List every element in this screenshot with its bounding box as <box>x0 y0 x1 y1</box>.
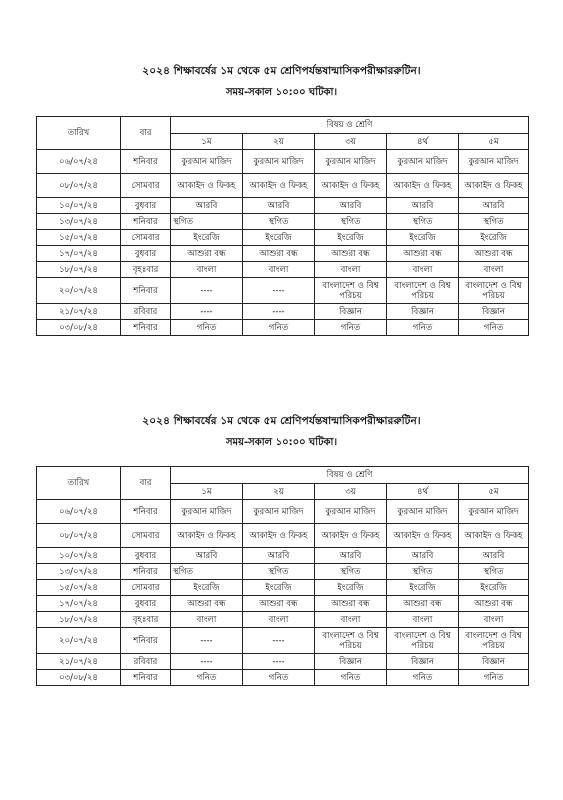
subject-cell: আশুরা বন্ধ <box>171 246 243 262</box>
row-date: ১৫/০৭/২৪ <box>37 230 121 246</box>
row-day: রবিবার <box>121 304 171 320</box>
subject-cell: স্থগিত <box>243 214 315 230</box>
row-date: ০৩/০৮/২৪ <box>37 670 121 686</box>
subject-cell: ইংরেজি <box>459 580 529 596</box>
subject-cell: কুরআন মাজিদ <box>171 500 243 524</box>
table-row <box>37 150 529 174</box>
subject-cell: বাংলা <box>243 262 315 278</box>
subject-cell: স্থগিত <box>315 214 387 230</box>
subject-cell: আরবি <box>387 548 459 564</box>
table-row <box>37 278 529 304</box>
subject-cell: আশুরা বন্ধ <box>315 596 387 612</box>
row-date: ২০/০৭/২৪ <box>37 278 121 304</box>
header-day: বার <box>121 467 171 500</box>
subject-cell: বাংলা <box>171 262 243 278</box>
row-day: বুধবার <box>121 198 171 214</box>
subject-cell: আরবি <box>315 198 387 214</box>
subject-cell: আরবি <box>243 198 315 214</box>
subject-cell: গনিত <box>387 670 459 686</box>
subject-cell: বাংলাদেশ ও বিশ্ব পরিচয় <box>315 278 387 304</box>
row-day: বুধবার <box>121 246 171 262</box>
routine-table-1 <box>36 116 529 336</box>
row-date: ১৭/০৭/২৪ <box>37 596 121 612</box>
subject-cell: আকাইদ ও ফিকহ <box>171 524 243 548</box>
subject-cell: বিজ্ঞান <box>459 654 529 670</box>
routine-title: ২০২৪ শিক্ষাবর্ষের ১ম থেকে ৫ম শ্রেণিপর্যন্তষান্মাসিকপরীক্ষাররুটিন। <box>142 65 421 77</box>
subject-cell: ---- <box>171 654 243 670</box>
subject-cell: স্থগিত <box>171 564 243 580</box>
header-class-5: ৫ম <box>459 484 529 500</box>
row-day: শনিবার <box>121 278 171 304</box>
table-row <box>37 262 529 278</box>
subject-cell: বাংলাদেশ ও বিশ্ব পরিচয় <box>387 628 459 654</box>
subject-cell: বিজ্ঞান <box>387 654 459 670</box>
subject-cell: বাংলা <box>459 612 529 628</box>
subject-cell: কুরআন মাজিদ <box>459 500 529 524</box>
routine-section-1 <box>0 64 563 102</box>
row-day: শনিবার <box>121 500 171 524</box>
subject-cell: আশুরা বন্ধ <box>171 596 243 612</box>
subject-cell: স্থগিত <box>387 564 459 580</box>
row-day: শনিবার <box>121 564 171 580</box>
row-day: শনিবার <box>121 670 171 686</box>
subject-cell: কুরআন মাজিদ <box>387 500 459 524</box>
subject-cell: কুরআন মাজিদ <box>243 500 315 524</box>
subject-cell: ইংরেজি <box>243 230 315 246</box>
subject-cell: গনিত <box>387 320 459 336</box>
row-date: ১৩/০৭/২৪ <box>37 214 121 230</box>
subject-cell: গনিত <box>459 670 529 686</box>
subject-cell: বাংলা <box>459 262 529 278</box>
subject-cell: ইংরেজি <box>387 580 459 596</box>
row-day: বুধবার <box>121 596 171 612</box>
subject-cell: ইংরেজি <box>171 580 243 596</box>
subject-cell: গনিত <box>243 320 315 336</box>
subject-cell: বাংলাদেশ ও বিশ্ব পরিচয় <box>387 278 459 304</box>
subject-cell: আশুরা বন্ধ <box>387 596 459 612</box>
subject-cell: গনিত <box>315 320 387 336</box>
table-row <box>37 564 529 580</box>
subject-cell: ইংরেজি <box>243 580 315 596</box>
table-row <box>37 500 529 524</box>
row-date: ০৮/০৭/২৪ <box>37 174 121 198</box>
subject-cell: আরবি <box>171 198 243 214</box>
subject-cell: বাংলা <box>315 262 387 278</box>
subject-cell: স্থগিত <box>171 214 243 230</box>
subject-cell: আশুরা বন্ধ <box>243 596 315 612</box>
row-date: ১৮/০৭/২৪ <box>37 612 121 628</box>
row-day: বৃহঃবার <box>121 262 171 278</box>
subject-cell: কুরআন মাজিদ <box>315 500 387 524</box>
row-day: সোমবার <box>121 524 171 548</box>
table-row <box>37 304 529 320</box>
row-date: ১৫/০৭/২৪ <box>37 580 121 596</box>
subject-cell: আশুরা বন্ধ <box>459 596 529 612</box>
row-date: ২১/০৭/২৪ <box>37 654 121 670</box>
table-row <box>37 580 529 596</box>
subject-cell: আরবি <box>315 548 387 564</box>
row-day: রবিবার <box>121 654 171 670</box>
header-class-1: ১ম <box>171 484 243 500</box>
row-date: ১০/০৭/২৪ <box>37 548 121 564</box>
subject-cell: বাংলাদেশ ও বিশ্ব পরিচয় <box>459 278 529 304</box>
subject-cell: বাংলাদেশ ও বিশ্ব পরিচয় <box>315 628 387 654</box>
subject-cell: আরবি <box>243 548 315 564</box>
row-date: ১৮/০৭/২৪ <box>37 262 121 278</box>
subject-cell: স্থগিত <box>387 214 459 230</box>
table-row <box>37 198 529 214</box>
subject-cell: ---- <box>171 278 243 304</box>
table-row <box>37 654 529 670</box>
subject-cell: বাংলাদেশ ও বিশ্ব পরিচয় <box>459 628 529 654</box>
subject-cell: বিজ্ঞান <box>459 304 529 320</box>
header-class-2: ২য় <box>243 134 315 150</box>
subject-cell: স্থগিত <box>243 564 315 580</box>
row-day: শনিবার <box>121 628 171 654</box>
table-row <box>37 612 529 628</box>
subject-cell: ---- <box>243 654 315 670</box>
subject-cell: কুরআন মাজিদ <box>387 150 459 174</box>
row-date: ০৬/০৭/২৪ <box>37 150 121 174</box>
subject-cell: আকাইদ ও ফিকহ <box>243 524 315 548</box>
table-row <box>37 548 529 564</box>
subject-cell: ---- <box>243 278 315 304</box>
header-day: বার <box>121 117 171 150</box>
subject-cell: আরবি <box>387 198 459 214</box>
subject-cell: স্থগিত <box>459 214 529 230</box>
subject-cell: আশুরা বন্ধ <box>315 246 387 262</box>
subject-cell: আকাইদ ও ফিকহ <box>243 174 315 198</box>
subject-cell: বাংলা <box>171 612 243 628</box>
table-row <box>37 670 529 686</box>
header-subject-class: বিষয় ও শ্রেণি <box>171 117 529 134</box>
subject-cell: আকাইদ ও ফিকহ <box>459 524 529 548</box>
routine-section-2 <box>0 414 563 452</box>
subject-cell: ---- <box>243 628 315 654</box>
table-row <box>37 174 529 198</box>
header-class-4: ৪র্থ <box>387 484 459 500</box>
row-date: ২১/০৭/২৪ <box>37 304 121 320</box>
table-row <box>37 320 529 336</box>
row-day: বুধবার <box>121 548 171 564</box>
header-date: তারিখ <box>37 467 121 500</box>
subject-cell: স্থগিত <box>315 564 387 580</box>
row-day: সোমবার <box>121 230 171 246</box>
subject-cell: আরবি <box>171 548 243 564</box>
subject-cell: বাংলা <box>387 262 459 278</box>
subject-cell: গনিত <box>243 670 315 686</box>
subject-cell: ---- <box>243 304 315 320</box>
row-date: ১৭/০৭/২৪ <box>37 246 121 262</box>
subject-cell: গনিত <box>171 320 243 336</box>
subject-cell: গনিত <box>171 670 243 686</box>
subject-cell: ---- <box>171 304 243 320</box>
row-date: ০৩/০৮/২৪ <box>37 320 121 336</box>
subject-cell: ইংরেজি <box>315 580 387 596</box>
header-class-3: ৩য় <box>315 134 387 150</box>
subject-cell: কুরআন মাজিদ <box>315 150 387 174</box>
row-day: শনিবার <box>121 320 171 336</box>
routine-rows <box>37 500 529 686</box>
subject-cell: ইংরেজি <box>315 230 387 246</box>
subject-cell: গনিত <box>459 320 529 336</box>
subject-cell: আরবি <box>459 548 529 564</box>
header-class-3: ৩য় <box>315 484 387 500</box>
subject-cell: ---- <box>171 628 243 654</box>
subject-cell: আকাইদ ও ফিকহ <box>315 174 387 198</box>
subject-cell: ইংরেজি <box>171 230 243 246</box>
row-date: ১০/০৭/২৪ <box>37 198 121 214</box>
routine-title: ২০২৪ শিক্ষাবর্ষের ১ম থেকে ৫ম শ্রেণিপর্যন্তষান্মাসিকপরীক্ষাররুটিন। <box>142 415 421 427</box>
subject-cell: বিজ্ঞান <box>387 304 459 320</box>
routine-table-2 <box>36 466 529 686</box>
subject-cell: আকাইদ ও ফিকহ <box>459 174 529 198</box>
subject-cell: বিজ্ঞান <box>315 654 387 670</box>
subject-cell: বাংলা <box>315 612 387 628</box>
subject-cell: আশুরা বন্ধ <box>243 246 315 262</box>
table-row <box>37 246 529 262</box>
table-row <box>37 214 529 230</box>
row-date: ০৮/০৭/২৪ <box>37 524 121 548</box>
table-row <box>37 628 529 654</box>
subject-cell: আরবি <box>459 198 529 214</box>
subject-cell: স্থগিত <box>459 564 529 580</box>
header-subject-class: বিষয় ও শ্রেণি <box>171 467 529 484</box>
subject-cell: বাংলা <box>387 612 459 628</box>
subject-cell: কুরআন মাজিদ <box>459 150 529 174</box>
routine-subtitle: সময়-সকাল ১০:০০ ঘটিকা। <box>225 87 338 98</box>
subject-cell: গনিত <box>315 670 387 686</box>
header-class-1: ১ম <box>171 134 243 150</box>
subject-cell: আশুরা বন্ধ <box>387 246 459 262</box>
row-day: শনিবার <box>121 214 171 230</box>
row-day: সোমবার <box>121 174 171 198</box>
subject-cell: ইংরেজি <box>459 230 529 246</box>
subject-cell: কুরআন মাজিদ <box>171 150 243 174</box>
table-row <box>37 596 529 612</box>
row-date: ১৩/০৭/২৪ <box>37 564 121 580</box>
routine-rows <box>37 150 529 336</box>
subject-cell: আশুরা বন্ধ <box>459 246 529 262</box>
subject-cell: ইংরেজি <box>387 230 459 246</box>
subject-cell: আকাইদ ও ফিকহ <box>315 524 387 548</box>
header-date: তারিখ <box>37 117 121 150</box>
row-day: শনিবার <box>121 150 171 174</box>
row-date: ২০/০৭/২৪ <box>37 628 121 654</box>
routine-subtitle: সময়-সকাল ১০:০০ ঘটিকা। <box>225 437 338 448</box>
subject-cell: আকাইদ ও ফিকহ <box>387 174 459 198</box>
subject-cell: আকাইদ ও ফিকহ <box>387 524 459 548</box>
subject-cell: আকাইদ ও ফিকহ <box>171 174 243 198</box>
table-row <box>37 230 529 246</box>
row-date: ০৬/০৭/২৪ <box>37 500 121 524</box>
header-class-2: ২য় <box>243 484 315 500</box>
table-row <box>37 524 529 548</box>
header-class-4: ৪র্থ <box>387 134 459 150</box>
subject-cell: কুরআন মাজিদ <box>243 150 315 174</box>
subject-cell: বিজ্ঞান <box>315 304 387 320</box>
header-class-5: ৫ম <box>459 134 529 150</box>
row-day: বৃহঃবার <box>121 612 171 628</box>
subject-cell: বাংলা <box>243 612 315 628</box>
row-day: সোমবার <box>121 580 171 596</box>
